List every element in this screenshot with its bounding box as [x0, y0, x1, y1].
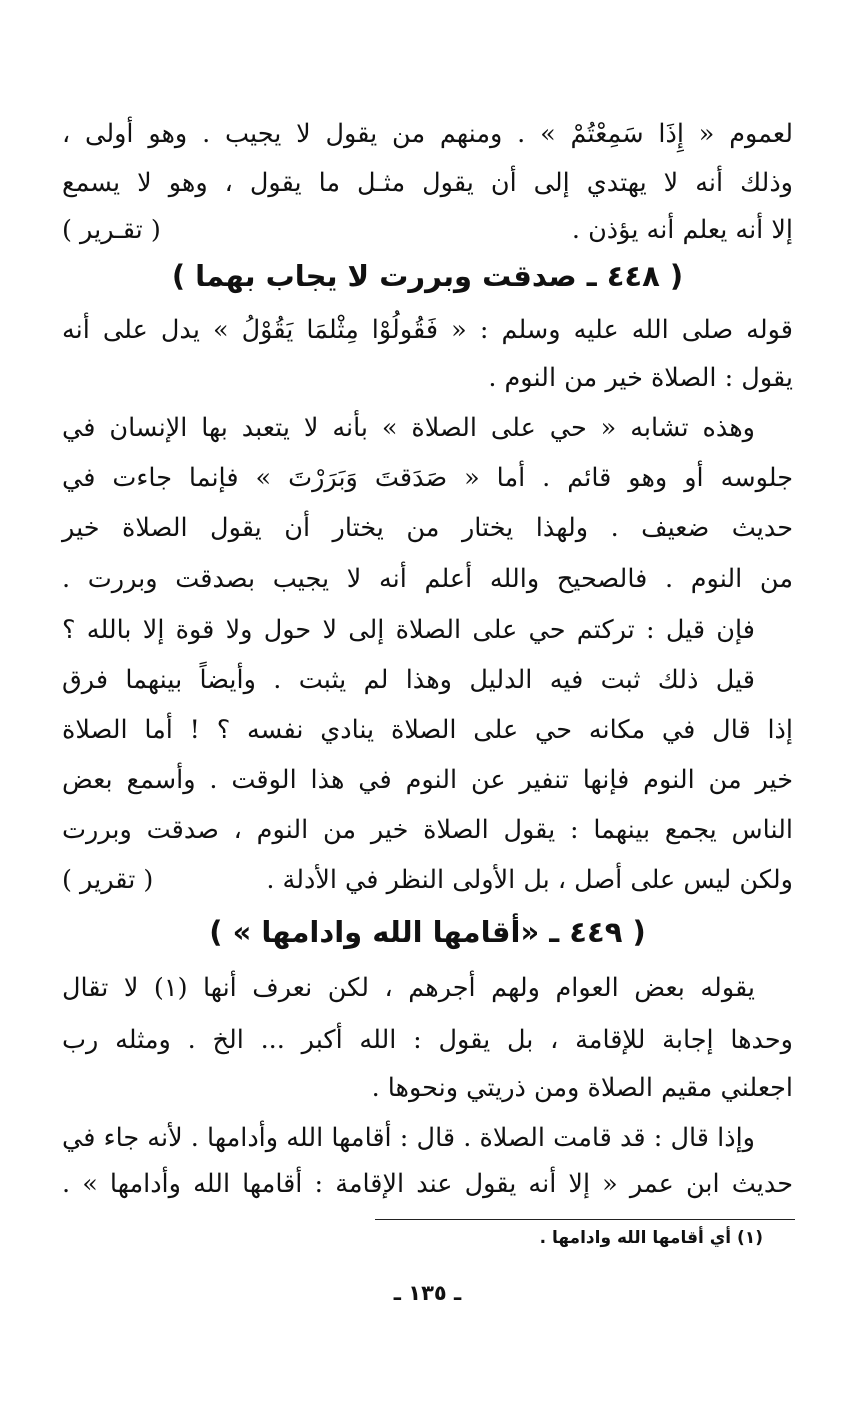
text-line: قيل ذلك ثبت فيه الدليل وهذا لم يثبت . وأيضاً بينهما فرق: [62, 665, 755, 695]
text-line: [62, 210, 793, 250]
text-line: خير من النوم فإنها تنفير عن النوم في هذا الوقت . وأسمع بعض: [62, 765, 793, 795]
text-line-content: ولكن ليس على أصل ، بل الأولى النظر في الأدلة .: [266, 865, 793, 895]
section-heading: ( ٤٤٩ ـ «أقامها الله وادامها » ): [209, 915, 646, 949]
footnote-divider: [375, 1219, 795, 1220]
text-line: حديث ضعيف . ولهذا يختار من يختار أن يقول الصلاة خير: [62, 513, 793, 543]
text-line-content: إلا أنه يعلم أنه يؤذن .: [571, 215, 793, 245]
text-line: الناس يجمع بينهما : يقول الصلاة خير من النوم ، صدقت وبررت: [62, 815, 793, 845]
text-line: جلوسه أو وهو قائم . أما « صَدَقتَ وَبَرَرْتَ » فإنما جاءت في: [62, 463, 793, 493]
text-line: من النوم . فالصحيح والله أعلم أنه لا يجيب بصدقت وبررت .: [62, 564, 793, 594]
source-tag: ( تقرير ): [62, 865, 154, 895]
footnote: (١) أي أقامها الله وادامها .: [539, 1228, 763, 1248]
text-line: لعموم « إِذَا سَمِعْتُمْ » . ومنهم من يقول لا يجيب . وهو أولى ،: [62, 119, 793, 149]
text-line: وإذا قال : قد قامت الصلاة . قال : أقامها الله وأدامها . لأنه جاء في: [62, 1123, 755, 1153]
text-line: يقوله بعض العوام ولهم أجرهم ، لكن نعرف أنها (١) لا تقال: [62, 973, 755, 1003]
text-line: [62, 860, 793, 900]
text-line: وهذه تشابه « حي على الصلاة » بأنه لا يتعبد بها الإنسان في: [62, 413, 755, 443]
text-line: يقول : الصلاة خير من النوم .: [488, 363, 793, 393]
text-line: فإن قيل : تركتم حي على الصلاة إلى لا حول ولا قوة إلا بالله ؟: [62, 615, 755, 645]
section-heading: ( ٤٤٨ ـ صدقت وبررت لا يجاب بهما ): [171, 259, 684, 293]
source-tag: ( تقـرير ): [62, 215, 161, 245]
page-number: ـ ١٣٥ ـ: [393, 1281, 462, 1305]
text-line: قوله صلى الله عليه وسلم : « فَقُولُوْا مِثْلمَا يَقُوْلُ » يدل على أنه: [62, 315, 793, 345]
text-line: وحدها إجابة للإقامة ، بل يقول : الله أكبر ... الخ . ومثله رب: [62, 1025, 793, 1055]
text-line: حديث ابن عمر « إلا أنه يقول عند الإقامة : أقامها الله وأدامها » .: [62, 1169, 793, 1199]
text-line: اجعلني مقيم الصلاة ومن ذريتي ونحوها .: [371, 1073, 793, 1103]
text-line: إذا قال في مكانه حي على الصلاة ينادي نفسه ؟ ! أما الصلاة: [62, 715, 793, 745]
text-line: وذلك أنه لا يهتدي إلى أن يقول مثـل ما يقول ، وهو لا يسمع: [62, 168, 793, 198]
